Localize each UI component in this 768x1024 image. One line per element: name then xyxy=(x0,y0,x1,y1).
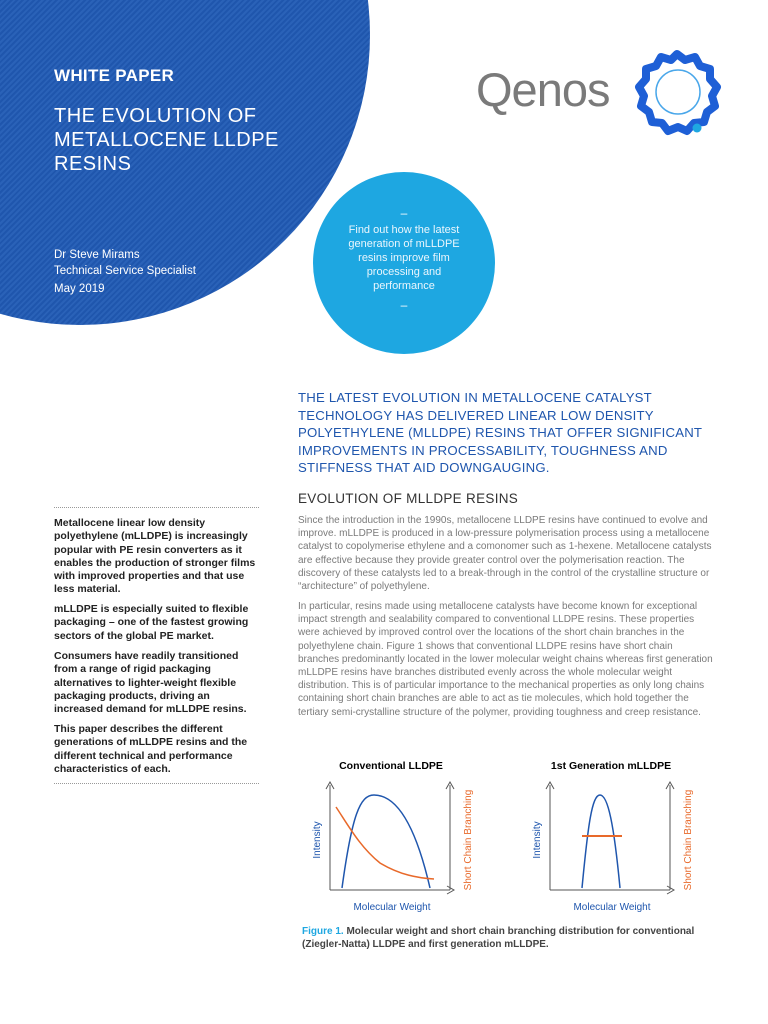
intensity-curve xyxy=(582,795,620,888)
y2-axis-label: Short Chain Branching xyxy=(463,789,474,891)
intensity-curve xyxy=(342,795,430,888)
lead-paragraph: THE LATEST EVOLUTION IN METALLOCENE CATALYST TECHNOLOGY HAS DELIVERED LINEAR LOW DENSITY POLYETHYLENE (MLLDPE) RESINS THAT OFFER SIGNIFICANT IMPROVEMENTS IN PROCESSABILITY, TOUGHNESS AND STIFFNESS THAT AID DOWNGAUGING. xyxy=(298,390,702,475)
figure-caption-text: Molecular weight and short chain branching distribution for conventional (Ziegler-Natta) LLDPE and first generation mLLDPE. xyxy=(302,926,695,951)
y2-axis-label: Short Chain Branching xyxy=(683,789,694,891)
chart-title: 1st Generation mLLDPE xyxy=(550,760,672,772)
chart-first-generation-mlldpe xyxy=(520,755,720,920)
body-paragraph-2: In particular, resins made using metallocene catalysts have become known for exceptional impact strength and sealability compared to conventional LLDPE resins. These properties were achieved by improved control over the locations of the short chain branches in the polyethylene chain. Figure 1 shows that conventional LLDPE resins have short chain branches predominantly located in the lower molecular weight chains whereas first generation mLLDPE resins have branches distributed evenly across the whole molecular weight distribution. This is of particular importance to the mechanical properties as only long chains containing short chain branches are able to act as tie molecules, which hold together the tertiary semi-crystalline structure of the polymer, providing toughness and creep resistance. xyxy=(298,601,713,718)
chart-conventional-lldpe xyxy=(300,755,500,920)
y-axis-label: Intensity xyxy=(532,821,543,859)
page-title: THE EVOLUTION OF METALLOCENE LLDPE RESINS xyxy=(54,105,279,175)
y-axis-label: Intensity xyxy=(312,821,323,859)
body-paragraph-1: Since the introduction in the 1990s, metallocene LLDPE resins have continued to evolve and improve. mLLDPE is produced in a low-pressure polymerisation process using a metallocene catalyst to copolymerise ethylene and a comonomer such as 1-hexene. Metallocene catalysts are effective because they provide greater control over the polymerisation reaction. The discovery of these catalysts led to a break-through in the control of the crystalline structure or “architecture” of polyethylene. xyxy=(298,515,712,593)
teaser-text: Find out how the latest generation of mLLDPE resins improve film processing and performance xyxy=(348,224,460,292)
gear-ring-logo-icon xyxy=(632,48,722,138)
figure-label: Figure 1. xyxy=(302,926,344,937)
teaser-dash-bottom: – xyxy=(400,298,408,312)
x-axis-label: Molecular Weight xyxy=(573,902,651,913)
figure-caption xyxy=(302,925,722,952)
publication-date: May 2019 xyxy=(54,283,105,295)
author-role: Technical Service Specialist xyxy=(54,265,196,277)
document-type-label: WHITE PAPER xyxy=(54,66,175,85)
logo-wordmark: Qenos xyxy=(476,63,610,116)
sidebar-paragraph-3: Consumers have readily transitioned from a range of rigid packaging alternatives to lighter-weight flexible packaging products, driving an increased demand for mLLDPE resins. xyxy=(54,650,247,716)
x-axis-label: Molecular Weight xyxy=(353,902,431,913)
sidebar-divider-top xyxy=(54,507,259,508)
sidebar-paragraph-2: mLLDPE is especially suited to flexible packaging – one of the fastest growing sectors of the global PE market. xyxy=(54,603,249,642)
sidebar-paragraph-4: This paper describes the different generations of mLLDPE resins and the different technical and performance characteristics of each. xyxy=(54,723,248,775)
section-heading: EVOLUTION OF MLLDPE RESINS xyxy=(298,491,519,506)
sidebar-divider-bottom xyxy=(54,783,259,784)
author-name: Dr Steve Mirams xyxy=(54,249,140,261)
branching-curve xyxy=(336,807,434,879)
teaser-dash-top: – xyxy=(400,206,408,220)
chart-title: Conventional LLDPE xyxy=(339,760,443,772)
sidebar-paragraph-1: Metallocene linear low density polyethylene (mLLDPE) is increasingly popular with PE resin converters as it enables the production of stronger films with improved properties and that use less material. xyxy=(54,517,256,596)
